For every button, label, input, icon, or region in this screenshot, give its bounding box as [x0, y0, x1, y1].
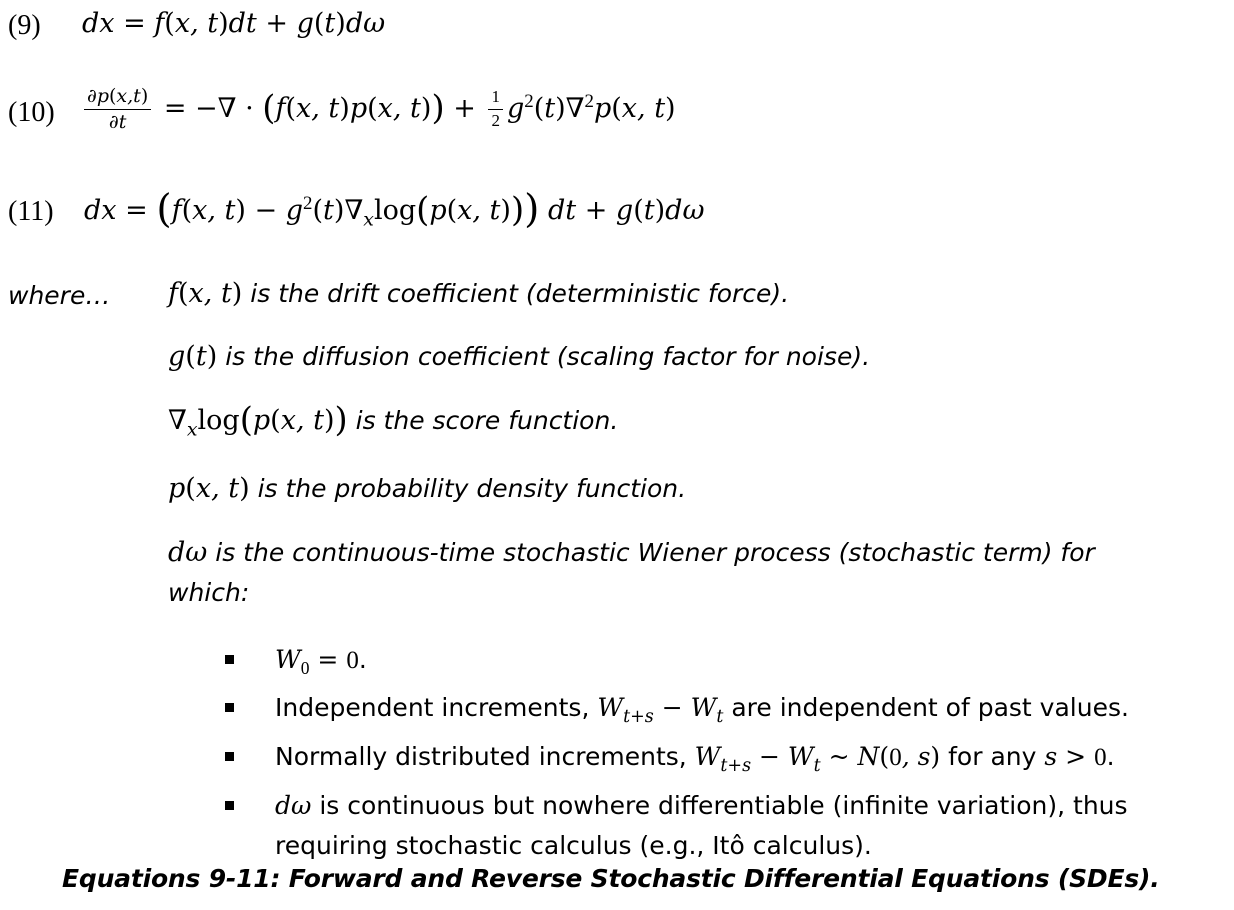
- bullet-3-text-mid: for any: [940, 742, 1045, 771]
- bullet-4-text-continued: requiring stochastic calculus (e.g., Itô calculus).: [275, 831, 872, 860]
- bullet-3-text-end: .: [1106, 742, 1115, 771]
- bullet-4-text: is continuous but nowhere differentiable (infinite variation), thus: [311, 791, 1128, 820]
- list-item: dω is continuous but nowhere differentiable (infinite variation), thus: [225, 786, 1234, 826]
- list-item: $W_0 = 0$.: [225, 640, 1234, 688]
- list-item: Normally distributed increments, $W_{t+s} - W_t$ ~ N(0, s) for any s > 0.: [225, 737, 1234, 786]
- equation-9: dx = f(x, t)dt + g(t)dω: [82, 8, 386, 39]
- definition-drift: f(x, t) is the drift coefficient (deterministic force).: [168, 278, 790, 309]
- figure-caption: Equations 9-11: Forward and Reverse Stochastic Differential Equations (SDEs).: [62, 864, 1160, 893]
- definition-wiener-continued: which:: [168, 578, 250, 607]
- definition-drift-text: is the drift coefficient (deterministic force).: [242, 279, 790, 308]
- bullet-2-text-end: are independent of past values.: [723, 693, 1129, 722]
- where-label: where…: [8, 281, 111, 310]
- list-item-continued: [225, 826, 1234, 866]
- definition-diffusion-text: is the diffusion coefficient (scaling factor for noise).: [217, 342, 871, 371]
- definition-density: p(x, t) is the probability density function.: [168, 473, 687, 504]
- equation-11: dx = (f(x, $t) - g^2(t)\nabla_x\log(p(x$, t))) dt + g(t)dω: [84, 187, 705, 232]
- wiener-properties-list: [225, 640, 1234, 866]
- definition-wiener-text: is the continuous-time stochastic Wiener process (stochastic term) for: [207, 538, 1095, 567]
- equation-10-number: (10): [8, 97, 55, 128]
- list-item: Independent increments, $W_{t+s} - W_t$ are independent of past values.: [225, 688, 1234, 737]
- bullet-1-text: .: [358, 645, 367, 674]
- equation-9-number: (9): [8, 10, 41, 41]
- bullet-square-icon: [225, 801, 234, 810]
- bullet-3-text-start: Normally distributed increments,: [275, 742, 695, 771]
- equation-11-number: (11): [8, 196, 54, 227]
- definition-score-text: is the score function.: [347, 406, 619, 435]
- definition-wiener: dω is the continuous-time stochastic Wiener process (stochastic term) for: [168, 537, 1095, 568]
- bullet-2-text-start: Independent increments,: [275, 693, 598, 722]
- bullet-square-icon: [225, 752, 234, 761]
- equation-10: $\frac{\partial p(x,t)}{\partial t}$ = −∇ · (f(x, t)p(x, t)) + $\frac{1}{2}$ $g^2(t)\nabla^2p(x$, t): [80, 86, 676, 133]
- definition-density-text: is the probability density function.: [249, 474, 687, 503]
- bullet-square-icon: [225, 703, 234, 712]
- definition-diffusion: g(t) is the diffusion coefficient (scaling factor for noise).: [168, 341, 871, 372]
- bullet-square-icon: [225, 655, 234, 664]
- definition-score: $\nabla_x\log(p(x$, t)) is the score function.: [168, 400, 619, 441]
